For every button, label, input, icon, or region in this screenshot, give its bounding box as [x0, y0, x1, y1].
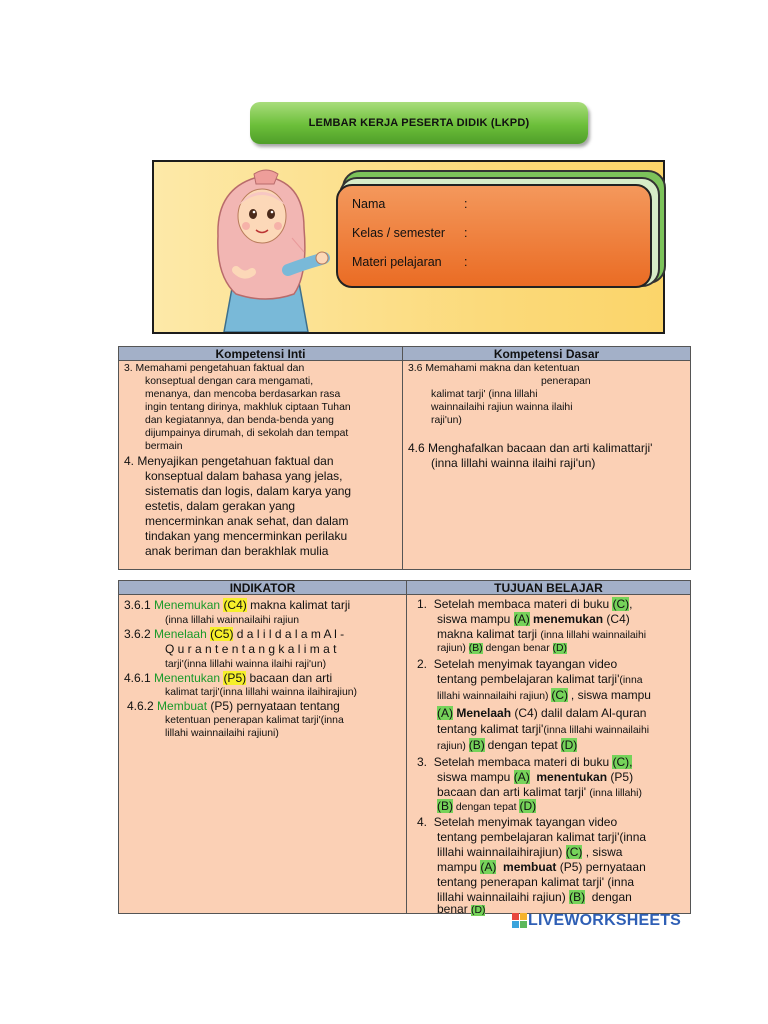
kd-line: wainnailaihi rajiun wainna ilaihi [431, 402, 573, 413]
field-colon: : [464, 255, 468, 269]
header-text: Kompetensi Dasar [493, 346, 600, 361]
indicator-line: ketentuan penerapan kalimat tarji'(inna [165, 715, 344, 726]
kd-line: 4.6 Menghafalkan bacaan dan arti kalimattarji' [408, 441, 653, 455]
objective-item [417, 815, 617, 830]
ki-line: estetis, dalam gerakan yang [145, 499, 296, 513]
ki-line: ingin tentang dirinya, makhluk ciptaan Tuhan [145, 402, 351, 413]
abcd-tag: (C) [565, 845, 583, 859]
abcd-tag: (D) [519, 799, 537, 813]
field-label: Materi pelajaran [352, 255, 442, 269]
objective-line [437, 739, 577, 753]
abcd-tag: (B) [468, 643, 483, 654]
header-tujuan-belajar [406, 580, 691, 595]
objective-text: dengan tepat [487, 738, 558, 752]
objective-text: (C4) [606, 612, 630, 626]
objective-text: (inna [619, 675, 643, 686]
cell-indikator [118, 594, 407, 914]
field-label: Nama [352, 197, 386, 211]
liveworksheets-logo-icon [512, 913, 528, 929]
abcd-tag: (B) [569, 890, 586, 904]
objective-text: lillahi wainnailaihi rajiun) [437, 691, 549, 702]
objective-item [417, 657, 617, 672]
objective-text: , [629, 597, 633, 611]
indicator-verb: Menentukan [154, 671, 221, 685]
indicator-verb: Menelaah [154, 627, 207, 641]
indicator-text: pernyataan tentang [236, 699, 340, 713]
abcd-tag: (B) [468, 738, 485, 752]
header-kompetensi-inti [118, 346, 403, 361]
objective-line [437, 689, 651, 703]
indicator-item [127, 699, 340, 714]
objective-line [437, 722, 649, 738]
objective-line [437, 902, 485, 918]
page-title: LEMBAR KERJA PESERTA DIDIK (LKPD) [308, 117, 530, 129]
objective-line [437, 860, 646, 875]
indicator-text: d a l i l d a l a m A l - [236, 627, 345, 641]
indicator-line: kalimat tarji'(inna lillahi wainna ilaihirajiun) [165, 687, 357, 698]
abcd-tag: (A) [513, 770, 530, 784]
level-code: (P5) [223, 671, 247, 685]
objective-text: siswa mampu [437, 770, 511, 784]
objective-num: 3. [417, 755, 428, 769]
indicator-num: 4.6.1 [124, 671, 151, 685]
abcd-tag: (C) [612, 597, 630, 611]
objective-line [437, 612, 630, 627]
objective-line [437, 672, 643, 688]
student-info-form [336, 184, 652, 288]
objective-text: , siswa mampu [570, 688, 651, 702]
kd-line: 3.6 Memahami makna dan ketentuan [408, 363, 580, 374]
kd-line: raji'un) [431, 415, 462, 426]
objective-verb: Menelaah [456, 706, 512, 720]
class-semester-field[interactable] [352, 226, 468, 240]
name-field[interactable] [352, 197, 468, 211]
ki-line: bermain [145, 441, 183, 452]
objective-text: mampu [437, 860, 478, 874]
objective-text: tentang pembelajaran kalimat tarji' [437, 672, 620, 686]
subject-field[interactable] [352, 255, 468, 269]
abcd-tag: (A) [480, 860, 497, 874]
header-indikator [118, 580, 407, 595]
objective-text: siswa mampu [437, 612, 511, 626]
ki-line: dan kegiatannya, dan benda-benda yang [145, 415, 334, 426]
ki-line: 3. Memahami pengetahuan faktual dan [124, 363, 305, 374]
indicator-verb: Menemukan [154, 598, 221, 612]
field-colon: : [464, 197, 468, 211]
objective-num: 4. [417, 815, 428, 829]
objective-text: lillahi wainnailaihi rajiun) [437, 890, 566, 904]
objective-text: (C4) dalil dalam Al-quran [514, 706, 647, 720]
level-code: (C4) [223, 598, 247, 612]
abcd-tag: (D) [560, 738, 578, 752]
student-illustration [196, 166, 336, 332]
indicator-line: (inna lillahi wainnailaihi rajiun [165, 615, 299, 626]
objective-text: makna kalimat tarji [437, 627, 538, 641]
objective-text: tentang kalimat tarji' [437, 722, 544, 736]
kd-line: (inna lillahi wainna ilaihi raji'un) [431, 456, 596, 470]
abcd-tag: (B) [437, 799, 453, 813]
objective-text: (P5) [610, 770, 634, 784]
abcd-tag: (C) [551, 688, 569, 702]
abcd-tag: (A) [513, 612, 530, 626]
indicator-num: 3.6.2 [124, 627, 151, 641]
indicator-text: makna kalimat tarji [250, 598, 351, 612]
objective-text: bacaan dan arti kalimat tarji' [437, 785, 587, 799]
objective-line: tentang penerapan kalimat tarji' (inna [437, 875, 635, 889]
objective-text: lillahi wainnailaihirajiun) [437, 845, 563, 859]
indicator-item [124, 598, 350, 613]
liveworksheets-watermark [512, 910, 712, 932]
indicator-text: bacaan dan arti [249, 671, 333, 685]
title-banner [250, 102, 588, 144]
indicator-line: tarji'(inna lillahi wainna ilaihi raji'un) [165, 659, 327, 670]
ki-line: anak beriman dan berakhlak mulia [145, 544, 329, 558]
objective-line [437, 770, 633, 785]
indicator-item [124, 671, 332, 686]
abcd-tag: (C), [612, 755, 633, 769]
objective-verb: membuat [503, 860, 557, 874]
watermark-text: LIVEWORKSHEETS [528, 912, 682, 929]
abcd-tag: (D) [471, 905, 486, 916]
objective-verb: menentukan [536, 770, 608, 784]
objective-text: , siswa [585, 845, 623, 859]
abcd-tag: (A) [437, 706, 453, 720]
ki-line: 4. Menyajikan pengetahuan faktual dan [124, 454, 334, 468]
objective-text: (inna lillahi wainnailaihi [540, 630, 647, 641]
objective-verb: menemukan [533, 612, 604, 626]
header-text: TUJUAN BELAJAR [494, 580, 603, 595]
cell-tujuan-belajar [406, 594, 691, 914]
objective-item [417, 597, 632, 612]
level-code: (C5) [210, 627, 234, 641]
objective-text: Setelah menyimak tayangan video [433, 657, 618, 671]
objective-num: 1. [417, 597, 428, 611]
objective-text: benar [437, 902, 468, 916]
indicator-line: lillahi wainnailaihi rajiuni) [165, 728, 279, 739]
objective-text: Setelah membaca materi di buku [433, 755, 610, 769]
ki-line: konseptual dalam bahasa yang jelas, [145, 469, 343, 483]
header-kompetensi-dasar [402, 346, 691, 361]
objective-text: Setelah membaca materi di buku [433, 597, 610, 611]
abcd-tag: (D) [552, 643, 567, 654]
objective-line [437, 706, 646, 721]
kd-line: kalimat tarji' (inna lillahi [431, 389, 538, 400]
ki-line: tindakan yang mencerminkan perilaku [145, 529, 348, 543]
ki-line: dijumpainya dirumah, di sekolah dan tempat [145, 428, 349, 439]
field-colon: : [464, 226, 468, 240]
objective-text: rajiun) [437, 643, 466, 654]
indicator-item [124, 627, 344, 642]
ki-line: menanya, dan mencoba berdasarkan rasa [145, 389, 341, 400]
objective-text: (P5) pernyataan [559, 860, 646, 874]
objective-text: dengan tepat [455, 802, 517, 813]
indicator-verb: Membuat [157, 699, 208, 713]
indicator-num: 3.6.1 [124, 598, 151, 612]
objective-num: 2. [417, 657, 428, 671]
indicator-line: Q u r a n t e n t a n g k a l i m a t [165, 642, 337, 656]
objective-line [437, 642, 567, 655]
ki-line: konseptual dengan cara mengamati, [145, 376, 314, 387]
kd-line: penerapan [541, 376, 591, 387]
cell-kompetensi-inti [118, 360, 403, 570]
objective-text: (inna lillahi) [589, 788, 642, 799]
objective-item [417, 755, 632, 770]
objective-text: rajiun) [437, 741, 466, 752]
objective-text: (inna lillahi wainnailaihi [543, 725, 650, 736]
objective-line [437, 785, 642, 801]
objective-text: dengan [591, 890, 632, 904]
ki-line: mencerminkan anak sehat, dan dalam [145, 514, 349, 528]
field-label: Kelas / semester [352, 226, 446, 240]
objective-line: tentang pembelajaran kalimat tarji'(inna [437, 830, 647, 844]
objective-line [437, 800, 536, 814]
objective-line [437, 627, 646, 643]
objective-line [437, 845, 622, 860]
header-text: INDIKATOR [229, 580, 296, 595]
cell-kompetensi-dasar [402, 360, 691, 570]
indicator-num: 4.6.2 [127, 699, 154, 713]
header-text: Kompetensi Inti [215, 346, 306, 361]
objective-text: dengan benar [485, 643, 550, 654]
ki-line: sistematis dan logis, dalam karya yang [145, 484, 352, 498]
objective-text: Setelah menyimak tayangan video [433, 815, 618, 829]
level-code: (P5) [210, 699, 234, 713]
